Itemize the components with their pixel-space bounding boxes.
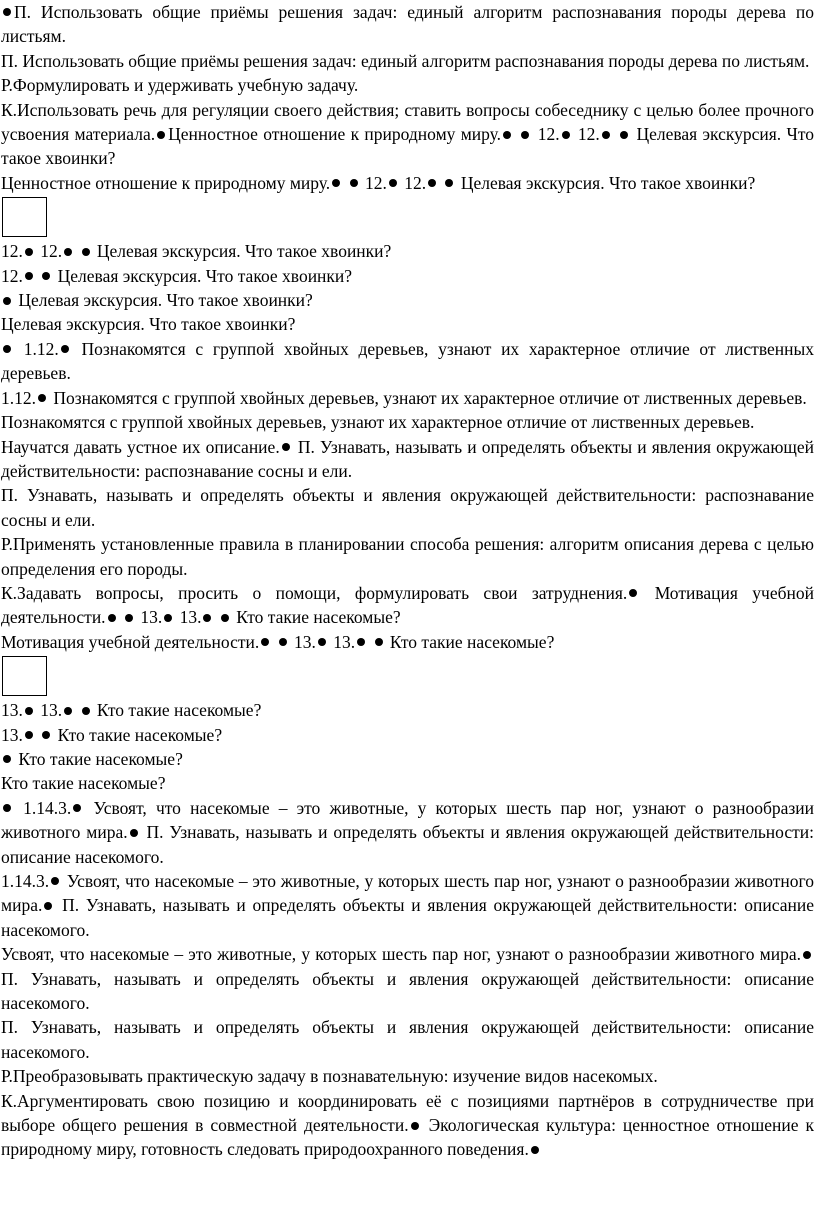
bullet-icon [282,443,290,451]
paragraph: 13. 13. Кто такие насекомые? [1,700,262,721]
paragraph: К.Использовать речь для регуляции своего действия; ставить вопросы собеседнику с целью более прочного усвоения материала. Ценностное отношение к природному миру. 12. 12. Целевая экскурсия. Что такое хвоинки? [1,99,815,169]
bullet-icon [562,131,570,139]
bullet-icon [164,614,172,622]
bullet-icon [332,179,340,187]
bullet-icon [64,707,72,715]
paragraph: 12. 12. Целевая экскурсия. Что такое хвоинки? [1,241,392,262]
paragraph: Р.Преобразовывать практическую задачу в познавательную: изучение видов насекомых. [1,1066,658,1087]
bullet-icon [445,179,453,187]
bullet-icon [411,1122,419,1130]
paragraph: Р.Применять установленные правила в планировании способа решения: алгоритм описания дерева с целью определения его породы. [1,534,814,579]
bullet-icon [25,248,33,256]
paragraph: 12. Целевая экскурсия. Что такое хвоинки? [1,265,353,286]
bullet-icon [3,804,11,812]
paragraph: П. Использовать общие приёмы решения задач: единый алгоритм распознавания породы дерева по листьям. [1,50,810,71]
bullet-icon [25,707,33,715]
bullet-icon [503,131,511,139]
paragraph: К.Задавать вопросы, просить о помощи, формулировать свои затруднения. Мотивация учебной деятельности. 13. 13. Кто такие насекомые? [1,582,815,628]
bullet-icon [3,755,11,763]
empty-box [2,197,47,237]
bullet-icon [620,131,628,139]
bullet-icon [82,248,90,256]
bullet-icon [803,951,811,959]
paragraph: Кто такие насекомые? [1,747,814,771]
bullet-icon [42,272,50,280]
bullet-icon [3,345,11,353]
bullet-icon [25,731,33,739]
paragraph: К.Аргументировать свою позицию и координировать её с позициями партнёров в сотрудничестве при выборе общего решения в совместной деятельности. Экологическая культура: ценностное отношение к природному миру, готовность следовать природоохранного поведения. [1,1090,815,1160]
bullet-icon [25,272,33,280]
bullet-icon [108,614,116,622]
bullet-icon [61,345,69,353]
bullet-icon [221,614,229,622]
empty-box [2,656,47,696]
bullet-icon [389,179,397,187]
paragraph: Мотивация учебной деятельности. 13. 13. Кто такие насекомые? [1,631,555,652]
bullet-icon [357,638,365,646]
paragraph: Целевая экскурсия. Что такое хвоинки? [1,288,814,312]
bullet-icon [73,804,81,812]
paragraph: П. Узнавать, называть и определять объекты и явления окружающей действительности: распознавание сосны и ели. [1,485,814,530]
paragraph: 1.14.3. Усвоят, что насекомые – это животные, у которых шесть пар ног, узнают о разнообразии животного мира. П. Узнавать, называть и определять объекты и явления окружающей действительности: описание насекомого. [1,797,815,867]
bullet-icon [629,589,637,597]
paragraph: Познакомятся с группой хвойных деревьев, узнают их характерное отличие от лиственных деревьев. [1,412,755,433]
bullet-icon [44,902,52,910]
bullet-icon [521,131,529,139]
bullet-icon [318,638,326,646]
paragraph: Кто такие насекомые? [1,773,166,794]
bullet-icon [82,707,90,715]
bullet-icon [3,297,11,305]
bullet-icon [350,179,358,187]
bullet-icon [203,614,211,622]
bullet-icon [375,638,383,646]
bullet-icon [261,638,269,646]
paragraph: П. Использовать общие приёмы решения задач: единый алгоритм распознавания породы дерева по листьям. [1,2,814,47]
bullet-icon [428,179,436,187]
paragraph: Целевая экскурсия. Что такое хвоинки? [1,314,296,335]
bullet-icon [42,731,50,739]
bullet-icon [64,248,72,256]
bullet-icon [531,1146,539,1154]
bullet-icon [157,131,165,139]
paragraph: П. Узнавать, называть и определять объекты и явления окружающей действительности: описание насекомого. [1,1017,814,1062]
bullet-icon [130,829,138,837]
bullet-icon [3,8,11,16]
bullet-icon [279,638,287,646]
paragraph: 1.12. Познакомятся с группой хвойных деревьев, узнают их характерное отличие от лиственных деревьев. [1,387,807,408]
bullet-icon [602,131,610,139]
paragraph: 1.12. Познакомятся с группой хвойных деревьев, узнают их характерное отличие от лиственных деревьев. [1,338,814,384]
bullet-icon [125,614,133,622]
paragraph: Научатся давать устное их описание. П. Узнавать, называть и определять объекты и явления окружающей действительности: распознавание сосны и ели. [1,436,815,481]
bullet-icon [38,394,46,402]
paragraph: Р.Формулировать и удерживать учебную задачу. [1,75,359,96]
paragraph: Ценностное отношение к природному миру. 12. 12. Целевая экскурсия. Что такое хвоинки? [1,172,756,193]
paragraph: Усвоят, что насекомые – это животные, у которых шесть пар ног, узнают о разнообразии животного мира. П. Узнавать, называть и определять объекты и явления окружающей действительности: описание насекомого. [1,944,814,1014]
bullet-icon [51,877,59,885]
paragraph: 1.14.3. Усвоят, что насекомые – это животные, у которых шесть пар ног, узнают о разнообразии животного мира. П. Узнавать, называть и определять объекты и явления окружающей действительности: описание насекомого. [1,871,815,940]
paragraph: 13. Кто такие насекомые? [1,724,223,745]
